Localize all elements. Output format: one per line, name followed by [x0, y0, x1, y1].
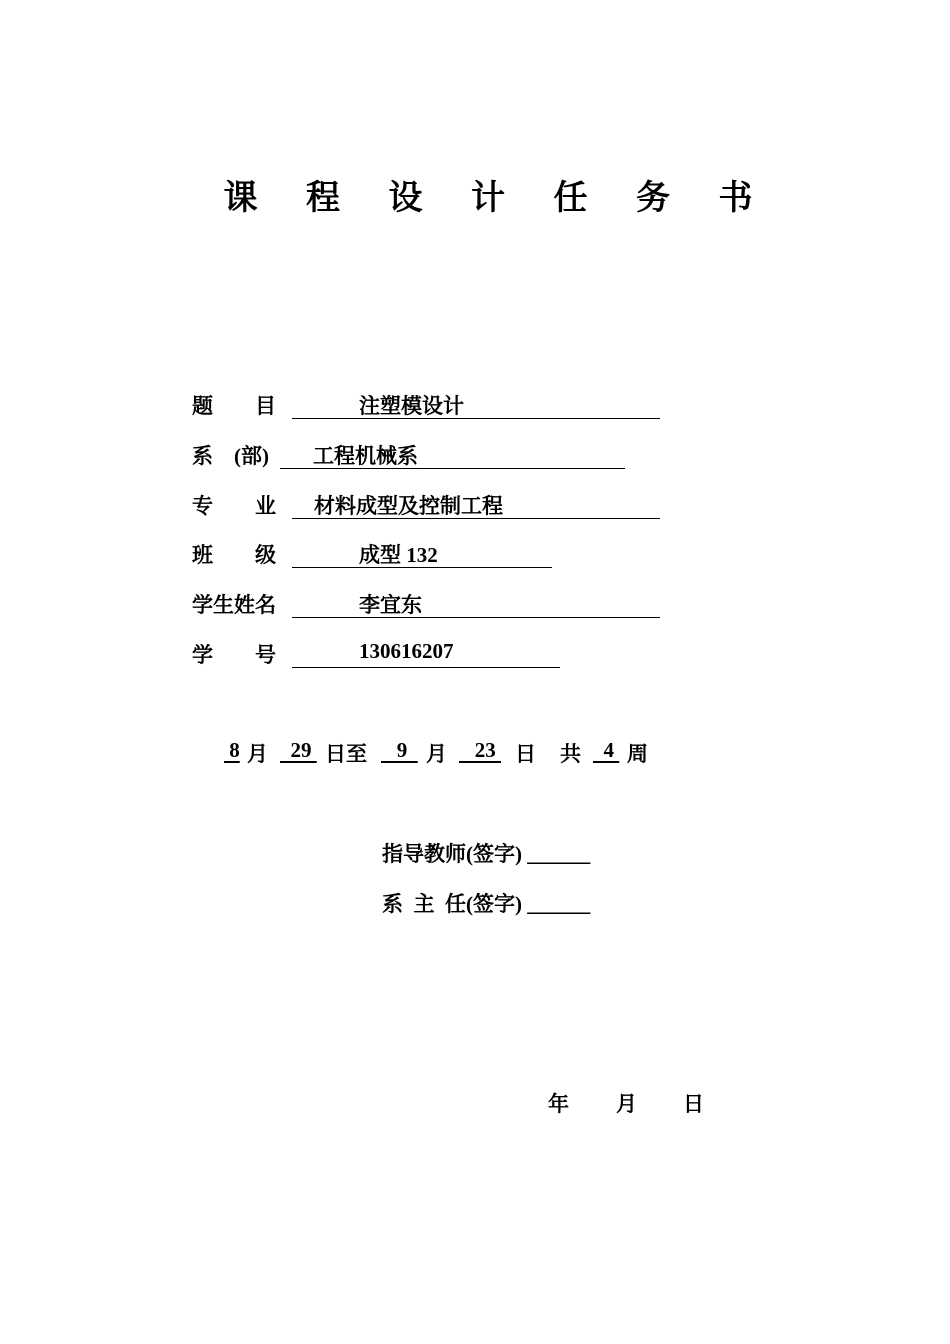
- id-value: 130616207: [359, 639, 454, 663]
- week-char: 周: [627, 742, 648, 766]
- day-to: 日至: [325, 742, 367, 766]
- director-signature: 系 主 任(签字) ______: [382, 892, 591, 916]
- footer-month: 月: [616, 1092, 637, 1116]
- total-label: 共: [560, 742, 581, 766]
- class-label: 班 级: [192, 543, 276, 567]
- topic-underline: [292, 418, 660, 419]
- footer-year: 年: [548, 1092, 569, 1116]
- topic-value: 注塑模设计: [359, 394, 464, 418]
- footer-day: 日: [683, 1092, 704, 1116]
- name-label: 学生姓名: [192, 593, 276, 617]
- end-month: 9: [381, 738, 418, 762]
- dept-value: 工程机械系: [313, 444, 418, 468]
- weeks-count: 4: [593, 738, 620, 762]
- major-label: 专 业: [192, 494, 276, 518]
- month-char-2: 月: [426, 742, 447, 766]
- major-value: 材料成型及控制工程: [314, 494, 503, 518]
- document-title: 课 程 设 计 任 务 书: [223, 180, 773, 217]
- class-value: 成型 132: [359, 543, 438, 567]
- id-label: 学 号: [192, 643, 276, 667]
- id-underline: [292, 667, 560, 668]
- schedule-line: [0, 738, 950, 772]
- name-value: 李宜东: [359, 593, 422, 617]
- advisor-signature: 指导教师(签字) ______: [382, 842, 591, 866]
- name-underline: [292, 617, 660, 618]
- topic-label: 题 目: [192, 394, 276, 418]
- start-month: 8: [224, 738, 240, 762]
- dept-label: 系 (部): [192, 444, 269, 468]
- month-char: 月: [247, 742, 268, 766]
- start-day: 29: [280, 738, 317, 762]
- end-day: 23: [459, 738, 501, 762]
- day-char: 日: [515, 742, 536, 766]
